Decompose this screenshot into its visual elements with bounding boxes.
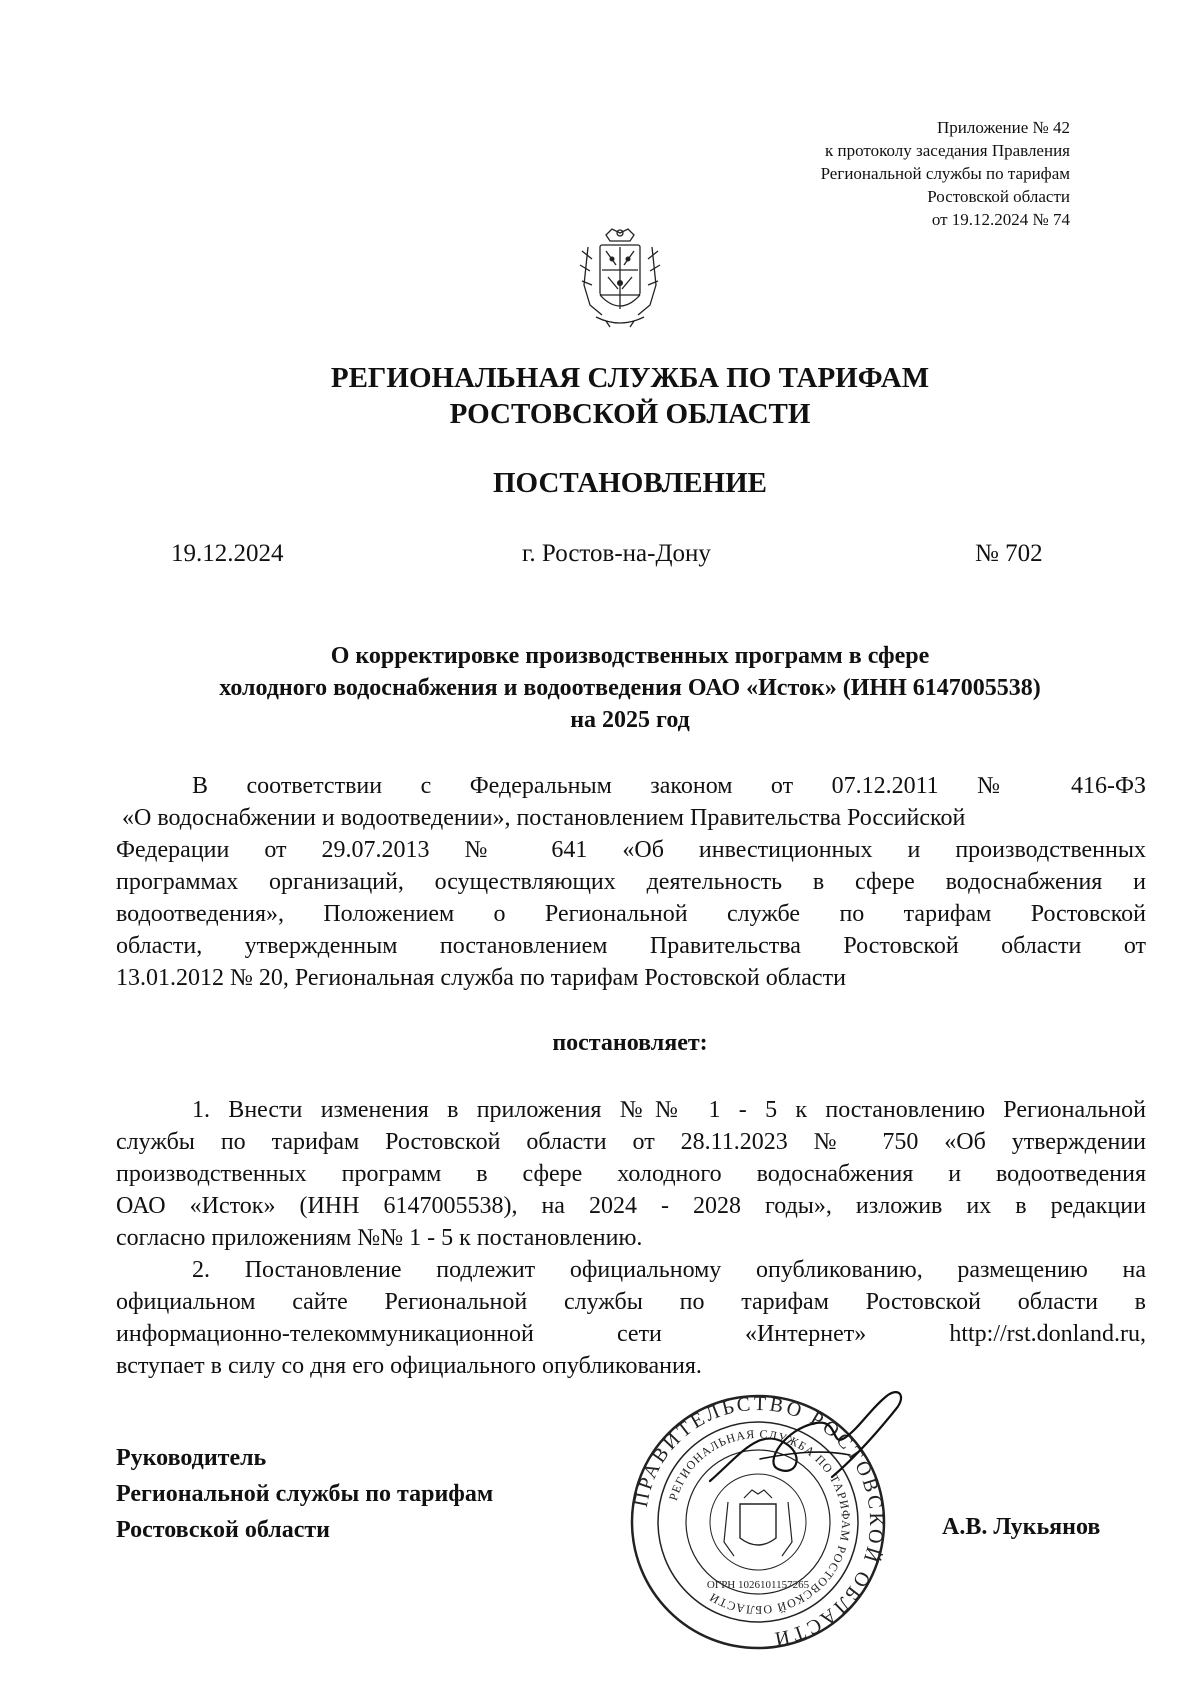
- organization-name-line1: РЕГИОНАЛЬНАЯ СЛУЖБА ПО ТАРИФАМ: [330, 362, 930, 394]
- coat-of-arms-icon: [576, 225, 664, 330]
- preamble-paragraph: [116, 770, 1146, 994]
- preamble-line: В соответствии с Федеральным законом от 07.12.2011 № 416-ФЗ: [192, 773, 1146, 799]
- item-line: 2. Постановление подлежит официальному опубликованию, размещению на: [192, 1257, 1146, 1283]
- title-line: О корректировке производственных программ в сфере: [330, 643, 930, 669]
- document-type: ПОСТАНОВЛЕНИЕ: [492, 467, 767, 499]
- item-line: службы по тарифам Ростовской области от 28.11.2023 № 750 «Об утверждении: [116, 1129, 1146, 1155]
- preamble-line: области, утвержденным постановлением Правительства Ростовской области от: [116, 933, 1146, 959]
- organization-name: [0, 360, 1200, 432]
- resolves-heading: постановляет:: [552, 1030, 708, 1056]
- preamble-line: программах организаций, осуществляющих деятельность в сфере водоснабжения и: [116, 869, 1146, 895]
- signer-position-line: Региональной службы по тарифам: [116, 1481, 494, 1507]
- signer-block: [116, 1440, 493, 1548]
- preamble-line: «О водоснабжении и водоотведении», постановлением Правительства Российской: [122, 805, 966, 831]
- handwritten-signature: [700, 1385, 910, 1505]
- stamp-outer-text: ПРАВИТЕЛЬСТВО РОСТОВСКОЙ ОБЛАСТИ: [629, 1392, 888, 1651]
- signer-name: А.В. Лукьянов: [942, 1514, 1101, 1540]
- preamble-line: 13.01.2012 № 20, Региональная служба по тарифам Ростовской области: [116, 965, 846, 991]
- preamble-line: водоотведения», Положением о Региональной службе по тарифам Ростовской: [116, 901, 1146, 927]
- document-date: 19.12.2024: [171, 540, 284, 567]
- title-line: холодного водоснабжения и водоотведения ОАО «Исток» (ИНН 6147005538): [219, 675, 1041, 701]
- item-line: производственных программ в сфере холодного водоснабжения и водоотведения: [116, 1161, 1146, 1187]
- organization-name-line2: РОСТОВСКОЙ ОБЛАСТИ: [449, 398, 811, 430]
- item-line: ОАО «Исток» (ИНН 6147005538), на 2024 - 2028 годы», изложив их в редакции: [116, 1193, 1146, 1219]
- appendix-line: Региональной службы по тарифам: [820, 164, 1070, 183]
- appendix-line: Ростовской области: [927, 187, 1070, 206]
- item-line: информационно-телекоммуникационной сети «Интернет» http://rst.donland.ru,: [116, 1321, 1146, 1347]
- item-line: согласно приложениям №№ 1 - 5 к постановлению.: [116, 1225, 643, 1251]
- preamble-line: Федерации от 29.07.2013 № 641 «Об инвестиционных и производственных: [116, 837, 1146, 863]
- item-line: вступает в силу со дня его официального опубликования.: [116, 1353, 702, 1379]
- document-city: г. Ростов-на-Дону: [522, 540, 711, 567]
- appendix-note: [650, 116, 1070, 231]
- signer-position-line: Ростовской области: [116, 1517, 330, 1543]
- appendix-line: к протоколу заседания Правления: [825, 141, 1070, 160]
- document-number: № 702: [975, 540, 1043, 567]
- resolution-items: [116, 1094, 1146, 1382]
- appendix-line: от 19.12.2024 № 74: [931, 210, 1070, 229]
- title-line: на 2025 год: [570, 707, 690, 733]
- stamp-inner-text: РЕГИОНАЛЬНАЯ СЛУЖБА ПО ТАРИФАМ РОСТОВСКОЙ ОБЛАСТИ: [666, 1426, 854, 1618]
- stamp-ogrn: ОГРН 1026101157265: [706, 1579, 810, 1591]
- document-title: [0, 640, 1200, 736]
- signer-position-line: Руководитель: [116, 1445, 267, 1471]
- item-line: официальном сайте Региональной службы по тарифам Ростовской области в: [116, 1289, 1146, 1315]
- item-line: 1. Внести изменения в приложения №№ 1 - 5 к постановлению Региональной: [192, 1097, 1146, 1123]
- appendix-line: Приложение № 42: [937, 118, 1070, 137]
